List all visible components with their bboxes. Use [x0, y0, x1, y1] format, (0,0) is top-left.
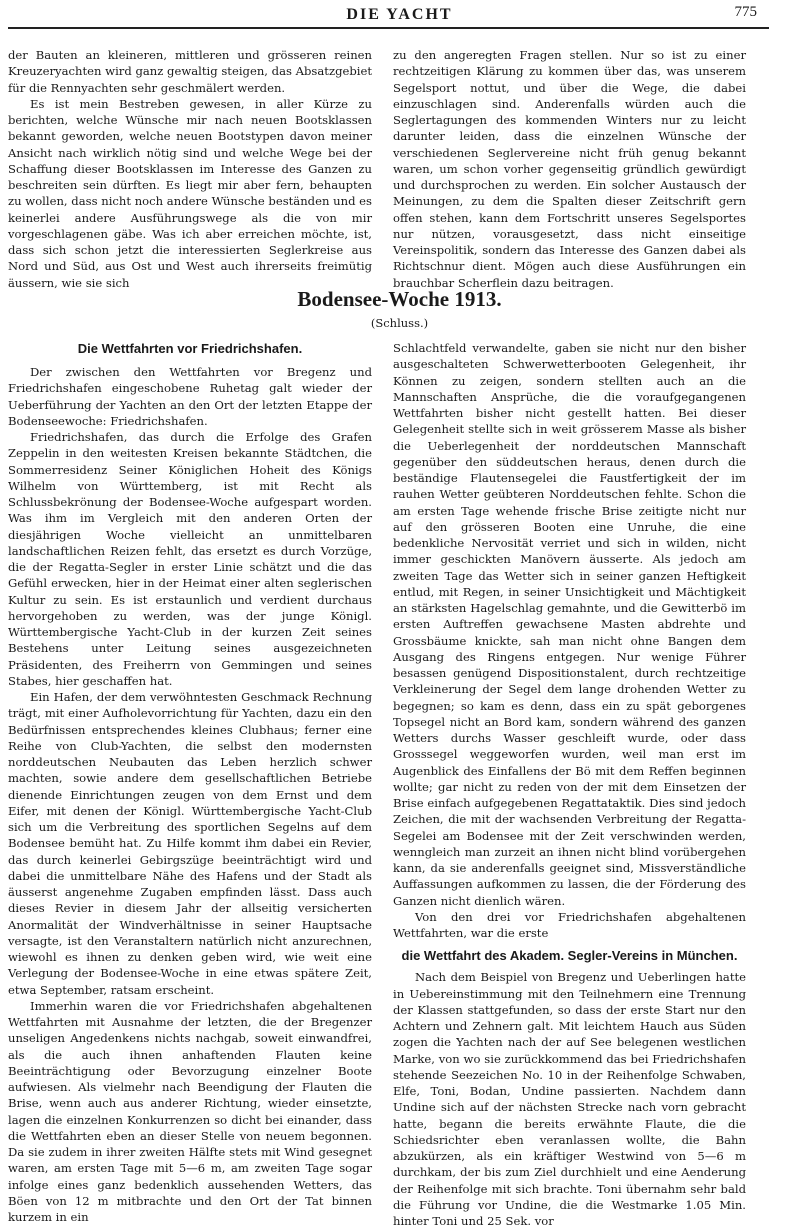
article-left-column	[8, 340, 372, 1225]
running-header-title: DIE YACHT	[346, 6, 453, 23]
intro-paragraph: Es ist mein Bestreben gewesen, in aller Kürze zu berichten, welche Wünsche mir nach neuen Bootsklassen bekannt geworden, welche neuen Bootstypen davon meiner Ansicht nach wirklich nötig sind und welche Wege bei der Schaffung dieser Bootsklassen im Interesse des Ganzen zu beschreiten sein dürften. Es liegt mir aber fern, behaupten zu wollen, dass nicht noch andere Wünsche beständen und es keinerlei andere Ausführungswege als die von mir vorgeschlagenen gäbe. Was ich aber erreichen möchte, ist, dass sich schon jetzt die interessierten Seglerkreise aus Nord und Süd, aus Ost und West auch ihrerseits freimütig äussern, wie sie sich	[8, 96, 372, 290]
intro-left-column	[8, 47, 372, 291]
intro-paragraph: der Bauten an kleineren, mittleren und grösseren reinen Kreuzeryachten wird ganz gewaltig steigen, das Absatzgebiet für die Rennyachten sehr geschmälert werden.	[8, 48, 372, 95]
intro-paragraph: zu den angeregten Fragen stellen. Nur so ist zu einer rechtzeitigen Klärung zu kommen über das, was unserem Segelsport nottut, und über die Wege, die dabei einzuschlagen sind. Anderenfalls würden auch die Seglertagungen des kommenden Winters nur zu leicht darunter leiden, dass die einzelnen Wünsche der verschiedenen Seglervereine nicht früh genug bekannt waren, um schon vorher gegenseitig gründlich gewürdigt und durchsprochen zu werden. Ein solcher Austausch der Meinungen, zu dem die Spalten dieser Zeitschrift gern offen stehen, kann dem Fortschritt unseres Segelsportes nur nützen, vorausgesetzt, dass nicht einseitige Vereinspolitik, sondern das Interesse des Ganzen dabei als Richtschnur dient. Mögen auch diese Ausführungen ein brauchbar Scherflein dazu beitragen.	[393, 48, 746, 290]
article-paragraph: Nach dem Beispiel von Bregenz und Ueberlingen hatte in Uebereinstimmung mit den Teilnehmern eine Trennung der Klassen stattgefunden, so dass der erste Start nur den Achtern und Zehnern galt. Mit leichtem Hauch aus Süden zogen die Yachten nach der auf See belegenen westlichen Marke, von wo sie zurückkommend das bei Friedrichshafen stehende Seezeichen No. 10 in der Reihenfolge Schwaben, Elfe, Toni, Bodan, Undine passierten. Nachdem dann Undine sich auf der nächsten Strecke nach vorn gebracht hatte, begann die bereits erwähnte Flaute, die die Schiedsrichter eben veranlassen wollte, die Bahn abzukürzen, als ein kräftiger Westwind von 5—6 m durchkam, der bis zum Ziel durchhielt und eine Aenderung der Reihenfolge mit sich brachte. Toni übernahm sehr bald die Führung vor Undine, die die Westmarke 1.05 Min. hinter Toni und 25 Sek. vor	[393, 970, 746, 1228]
article-paragraph: Von den drei vor Friedrichshafen abgehaltenen Wettfahrten, war die erste	[393, 909, 746, 940]
intro-right-column	[393, 47, 746, 291]
article-title: Bodensee-Woche 1913.	[297, 287, 502, 311]
article-paragraph: Friedrichshafen, das durch die Erfolge des Grafen Zeppelin in den weitesten Kreisen bekannte Städtchen, die Sommerresidenz Seiner Königlichen Hoheit des Königs Wilhelm von Württemberg, ist mit Recht als Schlussbekrönung der Bodensee-Woche aufgespart worden. Was ihm im Vergleich mit den anderen Orten der diesjährigen Woche vielleicht an unmittelbaren landschaftlichen Reizen fehlt, das ersetzt es durch Vorzüge, die der Regatta-Segler in erster Linie schätzt und die das Gefühl erwecken, hier in der Heimat einer alten seglerischen Kultur zu sein. Es ist erstaunlich und verdient durchaus hervorgehoben zu werden, was der junge Königl. Württembergische Yacht-Club in der kurzen Zeit seines Bestehens unter Leitung seines ausgezeichneten Präsidenten, des Freiherrn von Gemmingen und seines Stabes, hier geschaffen hat.	[8, 430, 372, 688]
article-right-column	[393, 340, 746, 1229]
article-subtitle: (Schluss.)	[370, 316, 429, 330]
section-heading: Die Wettfahrten vor Friedrichshafen.	[77, 341, 303, 356]
header-rule	[8, 27, 769, 29]
article-paragraph: Schlachtfeld verwandelte, gaben sie nicht nur den bisher ausgeschalteten Schwerwetterbooten Gelegenheit, ihr Können zu zeigen, sondern stellten auch an die Mannschaften Ansprüche, die die voraufgegangenen Wettfahrten bisher nicht gestellt hatten. Bei dieser Gelegenheit stellte sich in weit grösserem Masse als bisher die Ueberlegenheit der norddeutschen Mannschaft gegenüber den süddeutschen heraus, denen durch die beständige Flautensegelei die Faustfertigkeit der im rauhen Wetter geübteren Norddeutschen fehlte. Schon die am ersten Tage wehende frische Brise zeitigte nicht nur auf den grösseren Booten eine Unruhe, die eine bedenkliche Nervosität verriet und sich in wilden, nicht immer geschickten Manövern äusserte. Als jedoch am zweiten Tage das Wetter sich in seiner ganzen Heftigkeit entlud, mit Regen, in seiner Unsichtigkeit und Mächtigkeit an stärksten Hagelschlag gemahnte, und die Gewitterbö im ersten Auftreffen gewachsene Masten abdrehte und Grossbäume knickte, sah man nicht ohne Bangen dem Ausgang des Ringens entgegen. Nur wenige Führer besassen genügend Dispositionstalent, durch rechtzeitige Verkleinerung der Segel dem lange drohenden Wetter zu begegnen; so kam es denn, dass ein zu spät geborgenes Topsegel nicht an Bord kam, sondern während des ganzen Wetters durchs Wasser geschleift wurde, oder dass Grosssegel weggeworfen wurden, weil man erst im Augenblick des Einfallens der Bö mit dem Reffen beginnen wollte; gar nicht zu reden von der mit dem Einsetzen der Brise einfach aufgegebenen Regattataktik. Dies sind jedoch Zeichen, die mit der wachsenden Verbreitung der Regatta-Segelei am Bodensee mit der Zeit verschwinden werden, wenngleich man zurzeit an ihnen nicht blind vorübergehen kann, da sie anderenfalls geeignet sind, Missverständliche Auffassungen aufkommen zu lassen, die der Förderung des Ganzen nicht dienlich wären.	[393, 341, 746, 908]
article-paragraph: Der zwischen den Wettfahrten vor Bregenz und Friedrichshafen eingeschobene Ruhetag galt wieder der Ueberführung der Yachten an den Ort der letzten Etappe der Bodenseewoche: Friedrichshafen.	[8, 365, 372, 428]
section-heading: die Wettfahrt des Akadem. Segler-Vereins in München.	[401, 948, 738, 964]
page-number: 775	[734, 4, 757, 20]
article-paragraph: Ein Hafen, der dem verwöhntesten Geschmack Rechnung trägt, mit einer Aufholevorrichtung für Yachten, dazu ein den Bedürfnissen entsprechendes kleines Clubhaus; ferner eine Reihe von Club-Yachten, die selbst den modernsten norddeutschen Neubauten das Leben herzlich schwer machten, sowie andere dem gesellschaftlichen Betriebe dienende Einrichtungen zeugen von dem Ernst und dem Eifer, mit denen der Königl. Württembergische Yacht-Club sich um die Verbreitung des sportlichen Segelns auf dem Bodensee bemüht hat. Zu Hilfe kommt ihm dabei ein Revier, das durch keinerlei Gebirgszüge beeinträchtigt wird und dabei die unmittelbare Nähe des Hafens und der Stadt als äusserst angenehme Zugaben empfinden lässt. Dass auch dieses Revier in diesem Jahr der allseitig versicherten Anormalität der Windverhältnisse in seiner Hauptsache versagte, ist den Veranstaltern natürlich nicht anzurechnen, wiewohl es ihnen zu denken geben wird, wie weit eine Verlegung der Bodensee-Woche in eine etwas spätere Zeit, etwa September, ratsam erscheint.	[8, 690, 372, 997]
article-paragraph: Immerhin waren die vor Friedrichshafen abgehaltenen Wettfahrten mit Ausnahme der letzten, die der Bregenzer unseligen Angedenkens nichts nachgab, soweit einwandfrei, als die auch ihnen anhaftenden Flauten keine Beeinträchtigung oder Bevorzugung einzelner Boote aufwiesen. Als vielmehr nach Beendigung der Flauten die Brise, wenn auch aus anderer Richtung, wieder einsetzte, lagen die einzelnen Konkurrenzen so dicht bei einander, dass die Wettfahrten eben an dieser Stelle von neuem begonnen. Da sie zudem in ihrer zweiten Hälfte stets mit Wind gesegnet waren, am ersten Tage mit 5—6 m, am zweiten Tage sogar infolge eines ganz bedenklich aussehenden Wetters, das Böen von 12 m mitbrachte und den Ort der Tat binnen kurzem in ein	[8, 998, 372, 1224]
